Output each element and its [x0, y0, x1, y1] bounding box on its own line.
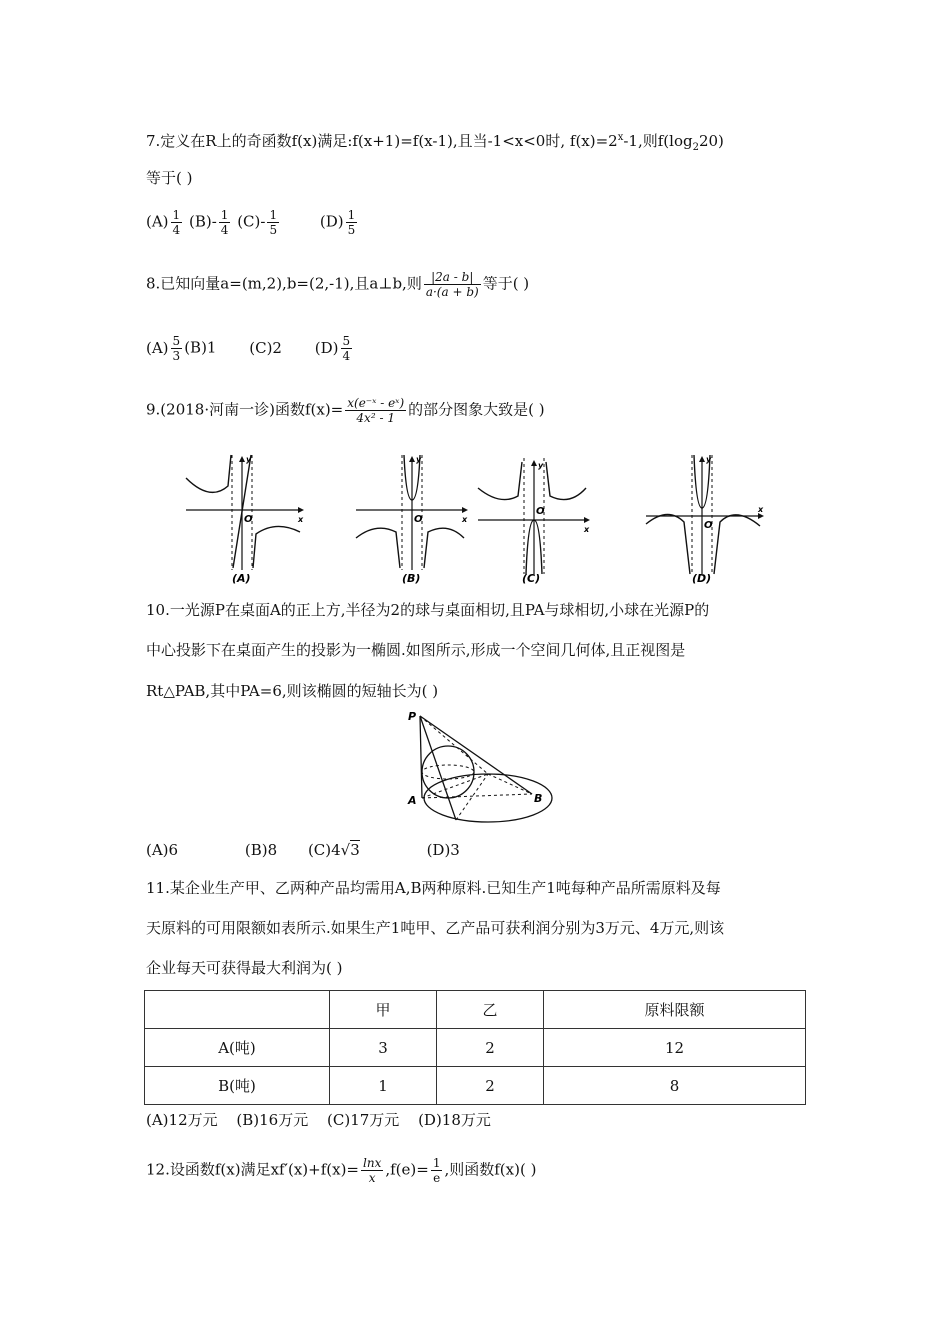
q10-option-d: (D)3 [426, 841, 460, 859]
q7-line1 [146, 128, 724, 158]
q9-graph-b [350, 450, 480, 590]
q9-graph-d-x-label: x [758, 505, 764, 514]
q9-text-b: 的部分图象大致是( ) [408, 400, 545, 419]
q9-denominator: 4x² - 1 [356, 411, 395, 425]
q9-stem [146, 396, 545, 425]
q11-line1: 11.某企业生产甲、乙两种产品均需用A,B两种原料.已知生产1吨每种产品所需原料及每 [146, 879, 721, 897]
q10-option-b: (B)8 [244, 841, 278, 859]
q12-fraction-1 [361, 1156, 383, 1185]
q7-exp: x [617, 132, 624, 143]
q9-graph-b-origin: O [414, 514, 423, 525]
q7-option-b-den: 4 [220, 223, 229, 237]
q7-option-a-label: (A) [146, 212, 169, 231]
q9-fraction [345, 396, 406, 425]
q11-option-b: (B)16万元 [236, 1111, 309, 1129]
q9-numerator: x(e⁻ˣ - eˣ) [347, 396, 405, 410]
q9-graph-a-origin: O [244, 514, 253, 525]
q8-fraction [424, 270, 481, 299]
q7-text-c: 20) [698, 132, 724, 150]
q7-option-d-label: (D) [319, 212, 344, 231]
table-cell: 8 [544, 1067, 806, 1105]
q10-line1: 10.一光源P在桌面A的正上方,半径为2的球与桌面相切,且PA与球相切,小球在光源P的 [146, 601, 710, 619]
q7-option-d-den: 5 [347, 223, 356, 237]
table-cell: A(吨) [145, 1029, 330, 1067]
q9-graph-a [180, 450, 310, 590]
q8-option-a-label: (A) [146, 338, 169, 357]
q9-graph-b-x-label: x [462, 515, 468, 524]
q8-option-d-den: 4 [342, 349, 351, 363]
table-cell: B(吨) [145, 1067, 330, 1105]
q10-figure-label-b: B [534, 792, 543, 805]
q7-option-c-label: (C)- [237, 212, 266, 231]
q7-text-a: 7.定义在R上的奇函数f(x)满足:f(x+1)=f(x-1),且当-1<x<0时, f(x)=2 [146, 132, 618, 150]
q11-option-c: (C)17万元 [327, 1111, 400, 1129]
q9-graph-a-y-label: y [246, 455, 252, 464]
q8-option-b: (B)1 [184, 338, 217, 357]
table-cell: 3 [330, 1029, 437, 1067]
q7-text-b: -1,则f(log [623, 132, 693, 150]
q12-text-b: ,f(e)= [385, 1160, 429, 1179]
table-cell: 12 [544, 1029, 806, 1067]
q12-text-c: ,则函数f(x)( ) [444, 1160, 537, 1179]
q7-option-d [320, 208, 359, 237]
q11-option-a: (A)12万元 [146, 1111, 218, 1129]
q10-line2: 中心投影下在桌面产生的投影为一椭圆.如图所示,形成一个空间几何体,且正视图是 [146, 641, 686, 659]
table-row [145, 1029, 806, 1067]
q11-line2: 天原料的可用限额如表所示.如果生产1吨甲、乙产品可获利润分别为3万元、4万元,则该 [146, 919, 725, 937]
q10-option-c [308, 841, 360, 859]
q12-text-a: 12.设函数f(x)满足xf′(x)+f(x)= [146, 1160, 360, 1179]
table-header-cell [145, 991, 330, 1029]
q8-option-d [314, 334, 354, 363]
q7-option-b [189, 208, 232, 237]
q12-denominator-2: e [433, 1171, 441, 1185]
q8-option-a [146, 334, 184, 363]
q8-option-a-den: 3 [172, 349, 181, 363]
q10-figure [404, 708, 560, 836]
q12-stem [146, 1156, 536, 1185]
q7-option-c-num: 1 [269, 208, 278, 222]
q9-graph-c-y-label: y [538, 461, 544, 470]
q9-graph-d [640, 450, 770, 590]
q8-option-d-num: 5 [342, 334, 351, 348]
q12-denominator-1: x [368, 1171, 376, 1185]
q10-option-c-radicand: 3 [350, 841, 360, 859]
q7-option-a-den: 4 [172, 223, 181, 237]
q8-text-b: 等于( ) [482, 274, 530, 293]
q11-option-d: (D)18万元 [418, 1111, 491, 1129]
table-cell: 2 [437, 1029, 544, 1067]
q9-text-a: 9.(2018·河南一诊)函数f(x)= [146, 400, 344, 419]
q12-numerator-1: lnx [363, 1156, 382, 1170]
q8-text-a: 8.已知向量a=(m,2),b=(2,-1),且a⊥b,则 [146, 274, 422, 293]
q10-option-a: (A)6 [146, 841, 179, 859]
q8-options [146, 334, 354, 363]
q10-sqrt-icon: √ [340, 841, 351, 859]
q9-graph-d-caption: (D) [692, 572, 712, 585]
q9-graph-c-x-label: x [584, 525, 590, 534]
q9-graph-a-x-label: x [298, 515, 304, 524]
q10-line3: Rt△PAB,其中PA=6,则该椭圆的短轴长为( ) [146, 682, 439, 700]
table-header-cell: 甲 [330, 991, 437, 1029]
q10-options [146, 840, 460, 860]
table-header-cell: 原料限额 [544, 991, 806, 1029]
q9-graph-c-origin: O [536, 506, 545, 517]
q8-stem [146, 270, 529, 299]
table-cell: 1 [330, 1067, 437, 1105]
q7-sub: 2 [692, 142, 699, 153]
q9-graph-c [472, 450, 602, 590]
table-row [145, 991, 806, 1029]
q11-line3: 企业每天可获得最大利润为( ) [146, 959, 343, 977]
q11-options [146, 1110, 491, 1130]
q9-graph-d-origin: O [704, 520, 713, 531]
q7-option-b-num: 1 [220, 208, 229, 222]
q7-option-c [237, 208, 281, 237]
table-cell: 2 [437, 1067, 544, 1105]
q12-fraction-2 [431, 1156, 443, 1185]
q7-option-a-num: 1 [172, 208, 181, 222]
q9-graph-d-y-label: y [706, 455, 712, 464]
q7-option-d-num: 1 [347, 208, 356, 222]
q9-graph-a-caption: (A) [232, 572, 251, 585]
q10-figure-label-p: P [408, 710, 417, 723]
q11-table [144, 990, 806, 1105]
q10-figure-label-a: A [408, 794, 417, 807]
q9-graph-b-y-label: y [416, 455, 422, 464]
q8-numerator: |2a - b| [424, 270, 481, 285]
q8-option-d-label: (D) [314, 338, 339, 357]
q12-numerator-2: 1 [432, 1156, 441, 1170]
q8-option-c: (C)2 [249, 338, 282, 357]
q9-graph-b-caption: (B) [402, 572, 421, 585]
q7-line2: 等于( ) [146, 169, 193, 187]
q8-denominator: a·(a + b) [425, 285, 479, 299]
table-header-cell: 乙 [437, 991, 544, 1029]
q10-option-c-label: (C)4 [307, 841, 341, 859]
q8-option-a-num: 5 [172, 334, 181, 348]
q7-option-b-label: (B)- [188, 212, 217, 231]
q7-option-c-den: 5 [269, 223, 278, 237]
table-row [145, 1067, 806, 1105]
q7-options [146, 208, 359, 237]
q9-graph-c-caption: (C) [522, 572, 541, 585]
q7-option-a [146, 208, 184, 237]
